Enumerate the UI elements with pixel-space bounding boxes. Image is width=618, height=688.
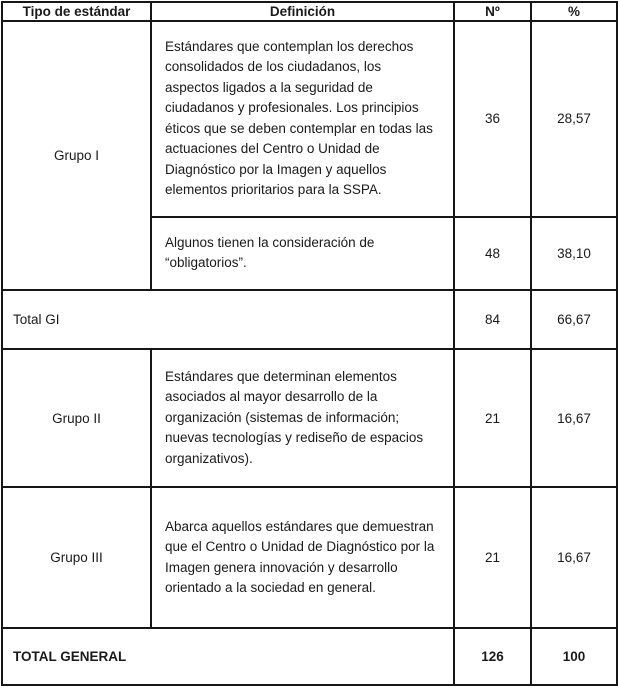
row-grupo-i-definition-1	[2, 21, 617, 217]
cell-grupo-ii-label: Grupo II	[2, 349, 151, 488]
header-cell-numero: Nº	[454, 2, 531, 21]
cell-grupo-ii-definition: Estándares que determinan elementos asociados al mayor desarrollo de la organización (sistemas de información; nuevas tecnologías y rediseño de espacios organizativos).	[151, 349, 454, 488]
row-grupo-iii	[2, 487, 617, 628]
cell-grupo-iii-n: 21	[454, 487, 531, 628]
cell-total-gi-pct: 66,67	[531, 290, 617, 349]
cell-grupo-ii-pct: 16,67	[531, 349, 617, 488]
row-grupo-ii	[2, 349, 617, 488]
cell-grupo-i-definition-1: Estándares que contemplan los derechos consolidados de los ciudadanos, los aspectos ligados a la seguridad de ciudadanos y profesionales. Los principios éticos que se deben contemplar en todas las actuaciones del Centro o Unidad de Diagnóstico por la Imagen y aquellos elementos prioritarios para la SSPA.	[151, 21, 454, 217]
row-total-gi	[2, 290, 617, 349]
cell-grupo-i-pct-1: 28,57	[531, 21, 617, 217]
header-row	[2, 2, 617, 21]
header-cell-porcentaje: %	[531, 2, 617, 21]
cell-grupo-i-definition-2: Algunos tienen la consideración de “obligatorios”.	[151, 217, 454, 290]
cell-grupo-ii-n: 21	[454, 349, 531, 488]
cell-total-general-label: TOTAL GENERAL	[2, 628, 454, 685]
header-cell-tipo-de-estandar: Tipo de estándar	[2, 2, 151, 21]
cell-grupo-iii-label: Grupo III	[2, 487, 151, 628]
cell-total-general-n: 126	[454, 628, 531, 685]
cell-grupo-iii-definition: Abarca aquellos estándares que demuestran que el Centro o Unidad de Diagnóstico por la Imagen genera innovación y desarrollo orientado a la sociedad en general.	[151, 487, 454, 628]
cell-total-gi-label: Total GI	[2, 290, 454, 349]
cell-total-general-pct: 100	[531, 628, 617, 685]
cell-grupo-iii-pct: 16,67	[531, 487, 617, 628]
standards-summary-table	[1, 1, 618, 686]
cell-grupo-i-label: Grupo I	[2, 21, 151, 290]
row-total-general	[2, 628, 617, 685]
cell-total-gi-n: 84	[454, 290, 531, 349]
header-cell-definicion: Definición	[151, 2, 454, 21]
cell-grupo-i-pct-2: 38,10	[531, 217, 617, 290]
cell-grupo-i-n-1: 36	[454, 21, 531, 217]
cell-grupo-i-n-2: 48	[454, 217, 531, 290]
